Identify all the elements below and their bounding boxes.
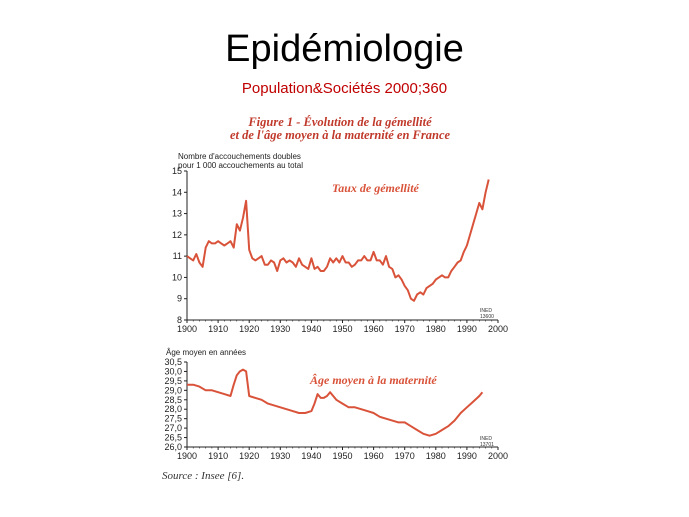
- figure-source: Source : Insee [6].: [162, 470, 245, 482]
- maternal-age-y-tick-label: 28,0: [164, 404, 182, 415]
- maternal-age-y-tick-label: 26,0: [164, 442, 182, 452]
- twin-rate-ylabel-line1: Nombre d'accouchements doubles: [178, 152, 301, 161]
- figure-title-line1: Figure 1 - Évolution de la gémellité: [248, 115, 432, 129]
- twin-rate-x-tick-label: 2000: [487, 324, 509, 334]
- twin-rate-x-tick-label: 1940: [301, 324, 322, 334]
- twin-rate-y-tick-label: 13: [171, 208, 182, 219]
- twin-rate-y-tick-label: 14: [171, 187, 182, 198]
- maternal-age-inner-label: Âge moyen à la maternité: [310, 373, 437, 387]
- twin-rate-x-tick-label: 1930: [270, 324, 291, 334]
- slide-subtitle: Population&Sociétés 2000;360: [241, 80, 448, 97]
- twin-rate-x-tick-label: 1960: [363, 324, 384, 334]
- twin-rate-ylabel-line2: pour 1 000 accouchements au total: [178, 161, 303, 170]
- maternal-age-x-tick-label: 1930: [270, 451, 291, 461]
- maternal-age-x-tick-label: 1900: [176, 451, 198, 461]
- maternal-age-y-tick-label: 28,5: [164, 394, 182, 405]
- twin-rate-x-tick-label: 1950: [332, 324, 353, 334]
- twin-rate-x-tick-label: 1910: [208, 324, 229, 334]
- maternal-age-x-tick-label: 1960: [363, 451, 384, 461]
- maternal-age-y-tick-label: 29,5: [164, 375, 182, 386]
- maternal-age-x-tick-label: 1970: [394, 451, 415, 461]
- maternal-age-x-tick-label: 1980: [425, 451, 446, 461]
- twin-rate-series-line: [187, 180, 489, 301]
- maternal-age-y-tick-label: 30,5: [164, 357, 182, 367]
- maternal-age-y-tick-label: 26,5: [164, 432, 182, 443]
- twin-rate-y-tick-label: 9: [176, 293, 182, 304]
- twin-rate-x-tick-label: 1990: [456, 324, 477, 334]
- twin-rate-y-tick-label: 11: [172, 251, 182, 262]
- maternal-age-x-tick-label: 1990: [456, 451, 477, 461]
- maternal-age-x-tick-label: 1910: [208, 451, 229, 461]
- twin-rate-y-tick-label: 8: [176, 315, 182, 325]
- maternal-age-x-tick-label: 2000: [487, 451, 509, 461]
- maternal-age-x-tick-label: 1920: [239, 451, 260, 461]
- maternal-age-x-tick-label: 1950: [332, 451, 353, 461]
- maternal-age-y-tick-label: 27,0: [164, 423, 182, 434]
- twin-rate-y-tick-label: 15: [171, 166, 182, 176]
- twin-rate-x-tick-label: 1980: [425, 324, 446, 334]
- maternal-age-chart: [164, 348, 508, 461]
- twin-rate-x-tick-label: 1970: [394, 324, 415, 334]
- twin-rate-chart: [172, 152, 508, 334]
- twin-rate-ined-line2: 13600: [480, 314, 494, 320]
- twin-rate-x-tick-label: 1920: [239, 324, 260, 334]
- figure-title-line2: et de l'âge moyen à la maternité en France: [229, 128, 451, 142]
- maternal-age-x-tick-label: 1940: [301, 451, 322, 461]
- maternal-age-ylabel: Âge moyen en années: [166, 348, 247, 357]
- twin-rate-ined-line1: INED: [480, 308, 492, 314]
- maternal-age-ined-line2: 13701: [480, 442, 494, 448]
- maternal-age-ined-line1: INED: [480, 436, 492, 442]
- slide-title: Epidémiologie: [225, 28, 464, 70]
- twin-rate-x-tick-label: 1900: [176, 324, 198, 334]
- twin-rate-y-tick-label: 10: [171, 272, 182, 283]
- maternal-age-y-tick-label: 30,0: [164, 366, 182, 377]
- maternal-age-y-tick-label: 27,5: [164, 413, 182, 424]
- maternal-age-y-tick-label: 29,0: [164, 385, 182, 396]
- twin-rate-y-tick-label: 12: [171, 229, 182, 240]
- twin-rate-inner-label: Taux de gémellité: [332, 181, 419, 195]
